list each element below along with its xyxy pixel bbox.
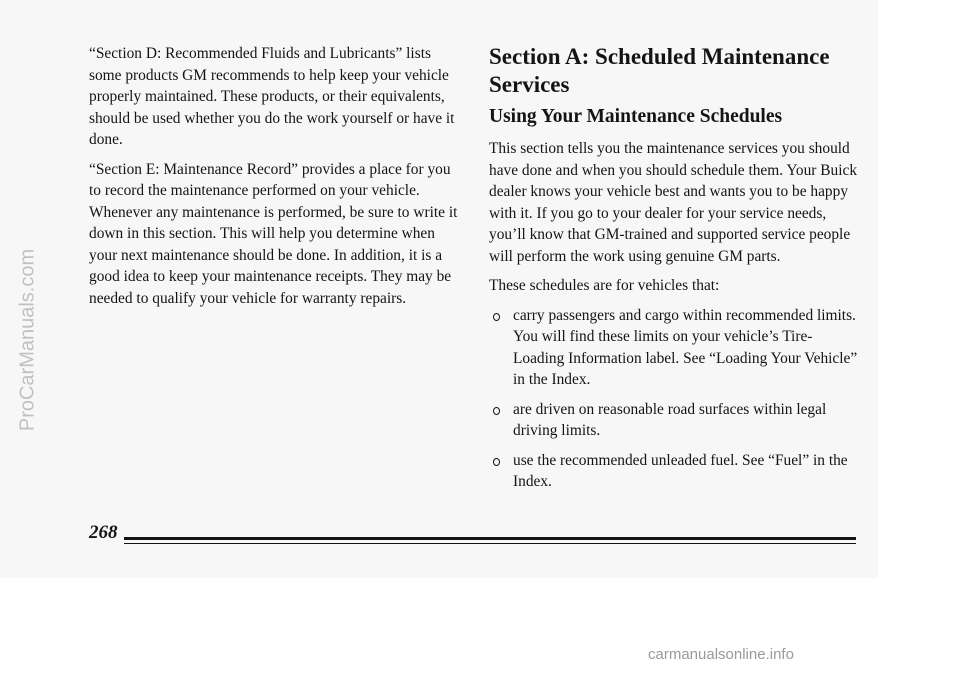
page-number: 268 bbox=[89, 522, 118, 543]
bottom-watermark: carmanualsonline.info bbox=[648, 646, 794, 663]
subsection-title: Using Your Maintenance Schedules bbox=[489, 106, 783, 127]
bullet-icon bbox=[493, 407, 500, 415]
conditions-list bbox=[489, 305, 859, 493]
footer-rule-thin bbox=[124, 543, 856, 544]
list-item bbox=[489, 450, 859, 493]
paragraph-section-d: “Section D: Recommended Fluids and Lubricants” lists some products GM recommends to help keep your vehicle properly maintained. These products, or their equivalents, should be used whether you do the work yourself or have it done. bbox=[89, 45, 455, 148]
bullet-icon bbox=[493, 313, 500, 321]
list-item-text: carry passengers and cargo within recommended limits. You will find these limits on your vehicle’s Tire-Loading Information label. See “Loading Your Vehicle” in the Index. bbox=[513, 306, 858, 388]
lead-in-text: These schedules are for vehicles that: bbox=[489, 277, 720, 294]
right-column bbox=[489, 43, 859, 501]
left-column bbox=[89, 43, 461, 317]
paragraph-section-e: “Section E: Maintenance Record” provides a place for you to record the maintenance performed on your vehicle. Whenever any maintenance is performed, be sure to write it down in this section. This will help you determine when your next maintenance should be done. In addition, it is a good idea to keep your maintenance receipts. They may be needed to qualify your vehicle for warranty repairs. bbox=[89, 160, 458, 307]
list-item bbox=[489, 399, 859, 442]
side-watermark-text: ProCarManuals.com bbox=[16, 248, 39, 432]
bullet-icon bbox=[493, 458, 500, 466]
list-item bbox=[489, 305, 859, 391]
section-title: Section A: Scheduled Maintenance Services bbox=[489, 44, 830, 97]
side-watermark bbox=[16, 100, 40, 580]
list-item-text: are driven on reasonable road surfaces within legal driving limits. bbox=[513, 400, 827, 439]
footer-rule bbox=[124, 537, 856, 540]
intro-paragraph: This section tells you the maintenance services you should have done and when you should schedule them. Your Buick dealer knows your vehicle best and wants you to be happy with it. If you go to your dealer for your service needs, you’ll know that GM-trained and supported service people will perform the work using genuine GM parts. bbox=[489, 140, 858, 265]
list-item-text: use the recommended unleaded fuel. See “Fuel” in the Index. bbox=[513, 451, 848, 490]
